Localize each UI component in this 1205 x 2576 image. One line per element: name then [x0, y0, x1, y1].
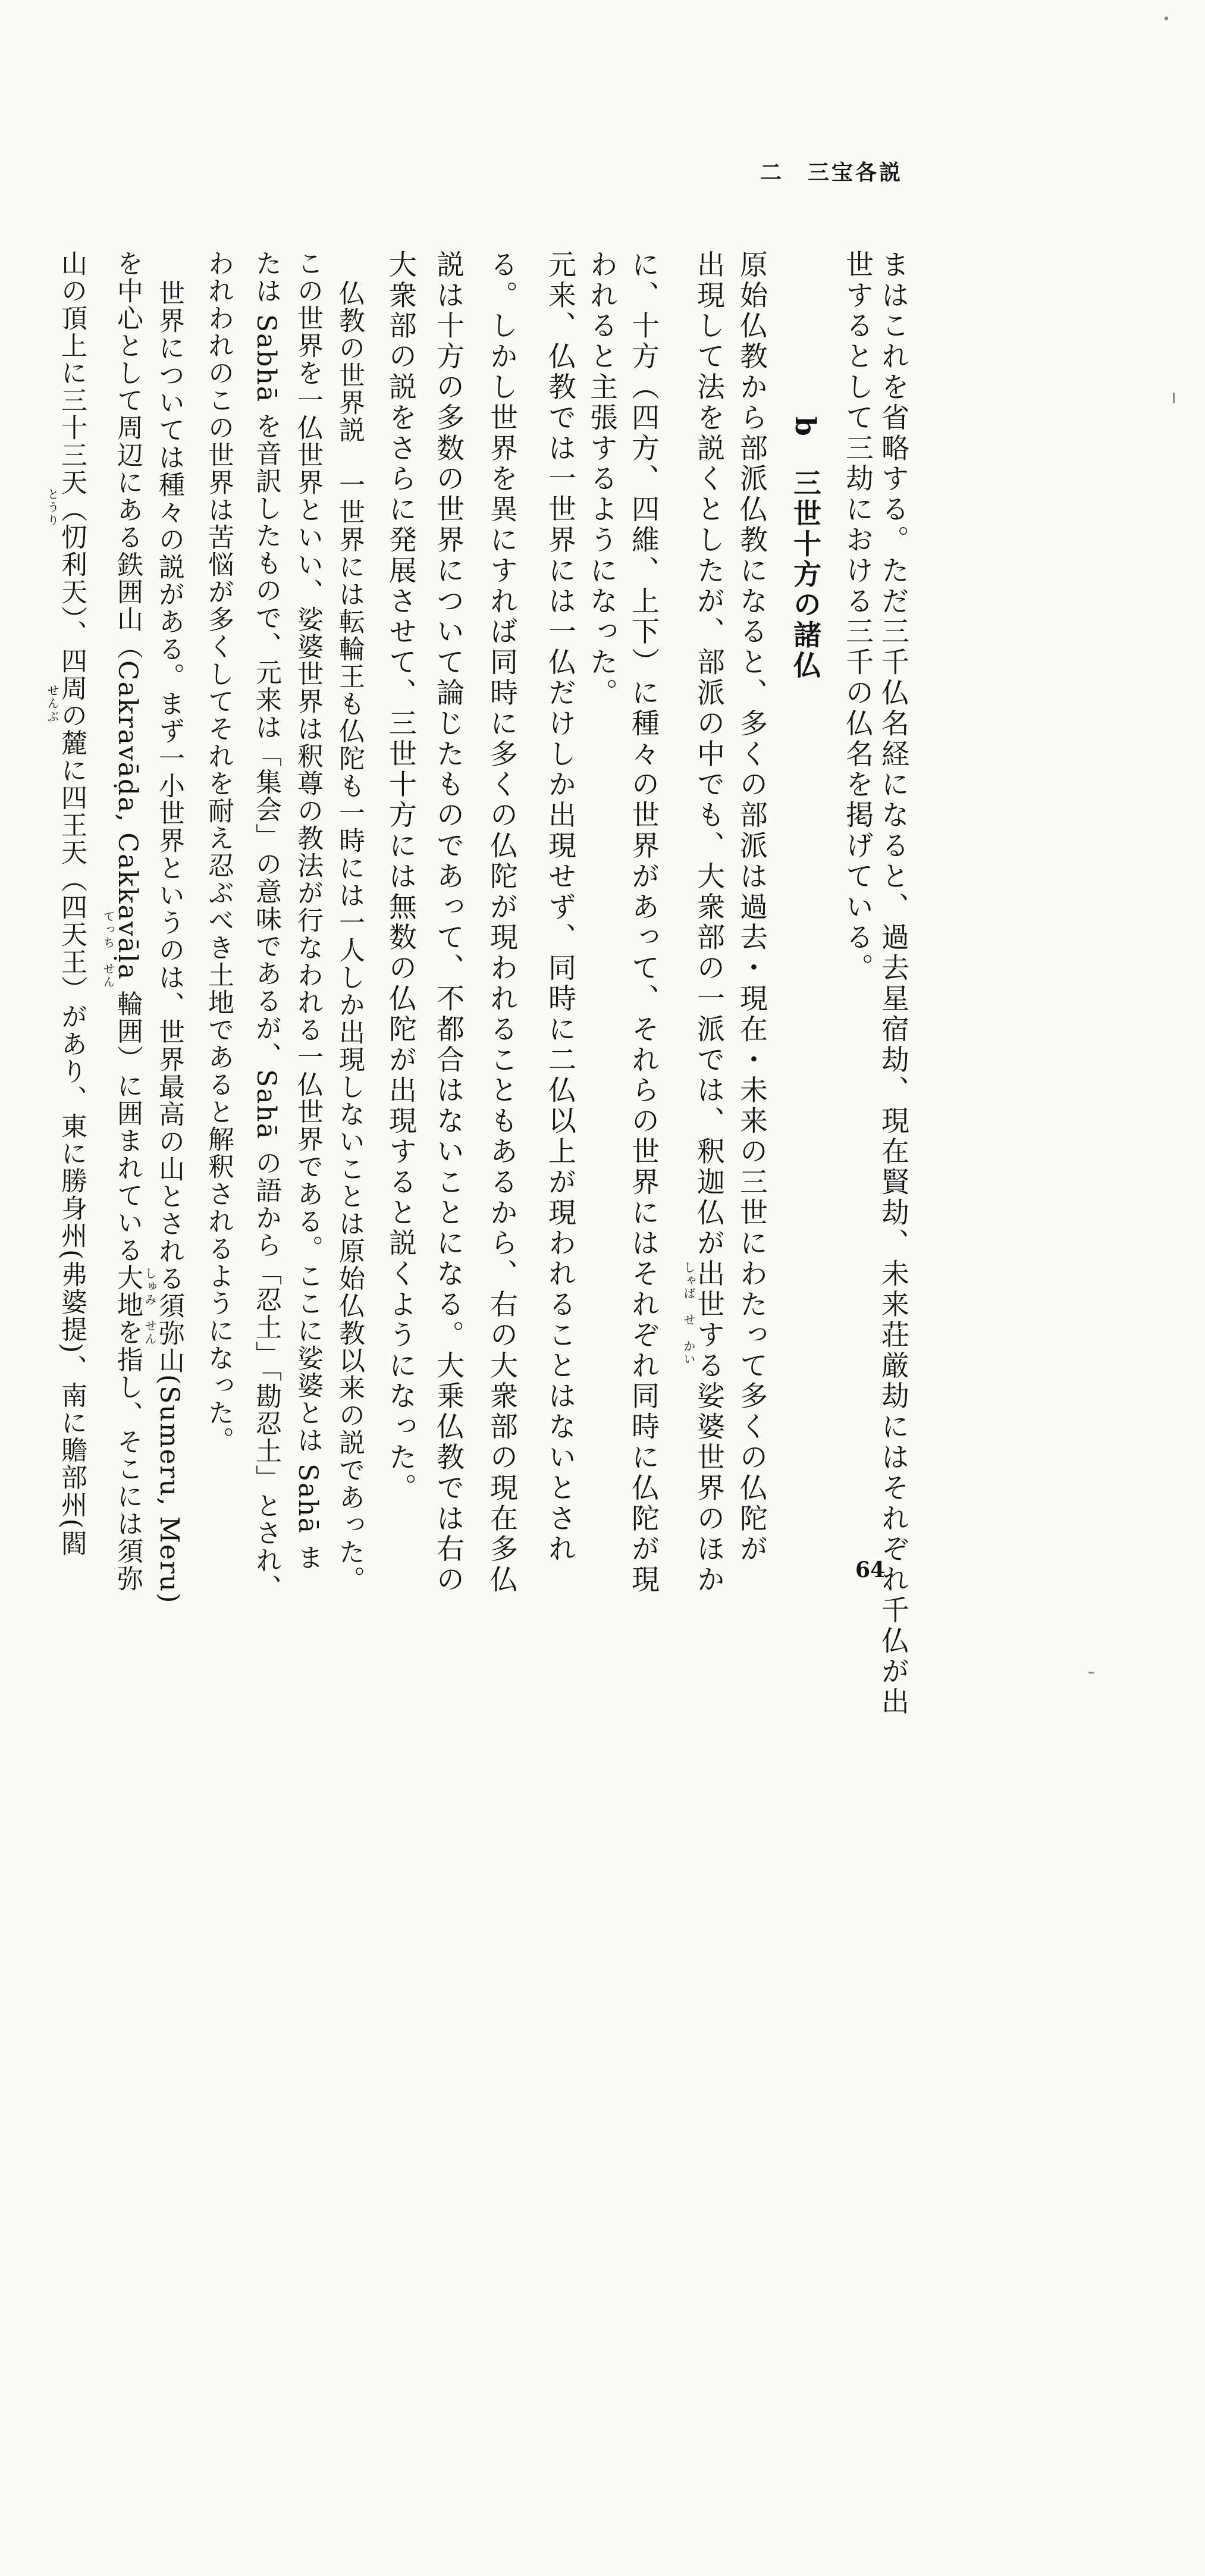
text-column: われると主張するようになった。: [585, 250, 618, 709]
text-column: 世界については種々の説がある。まず一小世界というのは、世界最高の山とされる須弥山(Sumeru, Meru): [154, 280, 184, 1604]
text-column: を中心として周辺にある鉄囲山（Cakravāḍa, Cakkavāḷa 輪囲）に囲まれている大地を指し、そこには須弥: [112, 250, 143, 1593]
page-number: 64: [855, 1557, 886, 1582]
text-column: 世するとして三劫における三千の仏名を掲げている。: [841, 250, 874, 984]
text-column: 原始仏教から部派仏教になると、多くの部派は過去・現在・未来の三世にわたって多くの仏陀が: [735, 250, 768, 1565]
section-heading: b 三世十方の諸仏: [789, 416, 821, 681]
text-column: われわれのこの世界は苦悩が多くしてそれを耐え忍ぶべき土地であると解釈されるようになった。: [203, 250, 234, 1454]
text-column: たは Sabhā を音訳したもので、元来は「集会」の意味であるが、Sahā の語から「忍土」「勘忍土」とされ、: [251, 250, 281, 1602]
text-column: る。しかし世界を異にすれば同時に多くの仏陀が現われることもあるから、右の大衆部の現在多仏: [485, 250, 518, 1596]
scan-speck: [1088, 1672, 1094, 1674]
text-column: この世界を一仏世界といい、娑婆世界は釈尊の教法が行なわれる一仏世界である。ここに娑婆とは Sahā ま: [293, 250, 323, 1571]
text-column: 出現して法を説くとしたが、部派の中でも、大衆部の一派では、釈迦仏が出世する娑婆世界のほか: [692, 250, 725, 1596]
text-column: 仏教の世界説 一世界には転輪王も仏陀も一時には一人しか出現しないことは原始仏教以来の説であった。: [334, 280, 365, 1593]
text-column: に、十方（四方、四維、上下）に種々の世界があって、それらの世界にはそれぞれ同時に仏陀が現: [627, 250, 660, 1596]
ruby-text: しゃば せ かい: [682, 1261, 696, 1366]
text-column: 山の頂上に三十三天（忉利天）、四周の麓に四王天（四天王）があり、東に勝身州(弗婆提)、南に贍部州(閻: [57, 250, 87, 1557]
ruby-text: しゅみ せん: [143, 1267, 157, 1346]
scan-speck: [1165, 17, 1168, 20]
running-header: 二 三宝各説: [760, 160, 903, 185]
text-column: まはこれを省略する。ただ三千仏名経になると、過去星宿劫、現在賢劫、未来荘厳劫にはそれぞれ千仏が出: [877, 250, 909, 1718]
ruby-text: とうり せんぶ: [45, 488, 59, 723]
text-column: 大衆部の説をさらに発展させて、三世十方には無数の仏陀が出現すると説くようになった。: [384, 250, 417, 1504]
ruby-text: てっち せん: [101, 910, 115, 989]
text-column: 元来、仏教では一世界には一仏だけしか出現せず、同時に二仏以上が現われることはないとされ: [544, 250, 576, 1565]
text-column: 説は十方の多数の世界について論じたものであって、不都合はないことになる。大乗仏教では右の: [432, 250, 465, 1596]
scan-speck: [1173, 393, 1175, 403]
